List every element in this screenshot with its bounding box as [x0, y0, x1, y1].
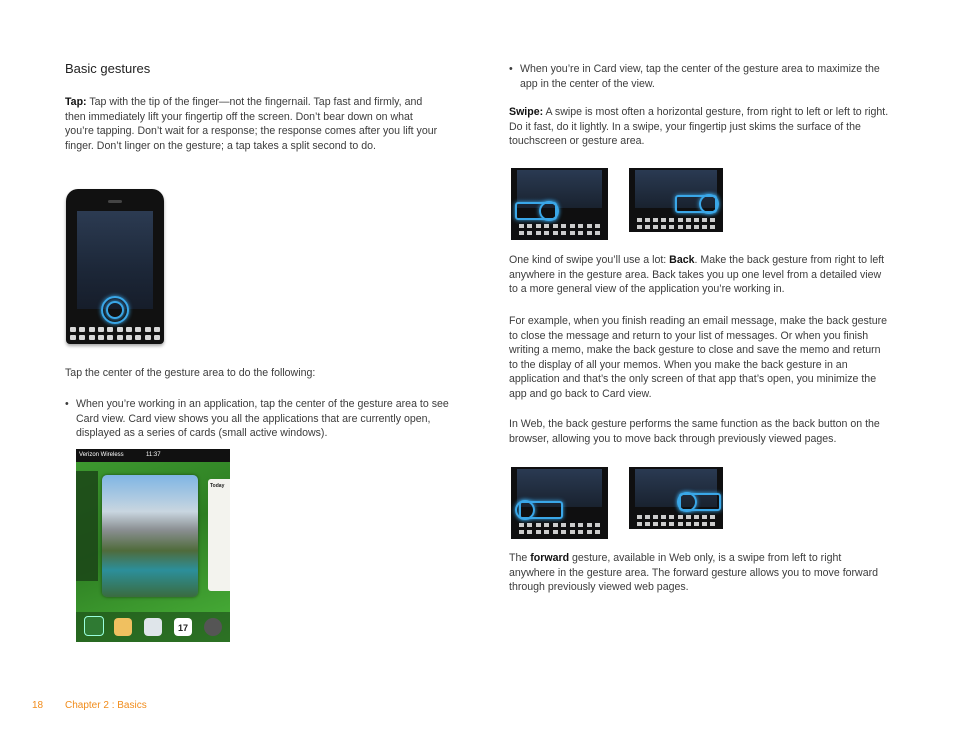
back-paragraph — [509, 253, 889, 297]
contacts-app-icon — [114, 618, 132, 636]
fwd-pre: The — [509, 552, 531, 564]
thumb-keyboard-row2 — [637, 225, 715, 229]
fwd-word: forward — [530, 552, 570, 564]
page-number: 18 — [32, 700, 44, 711]
phone-screen — [77, 211, 153, 309]
tap-paragraph — [65, 95, 440, 153]
tap-label: Tap: — [65, 96, 87, 108]
back-gesture-thumb-1 — [511, 168, 608, 240]
carrier-label: Verizon Wireless — [79, 452, 124, 458]
email-app-icon — [144, 618, 162, 636]
tap-center-text: Tap the center of the gesture area to do the following: — [65, 367, 316, 379]
swipe-text: A swipe is most often a horizontal gesture, from right to left or left to right. Do it fast, do it lightly. In a swipe, your fingertip just skims the surface of the touchscreen or gesture area. — [509, 106, 889, 148]
back-post: . Make the back gesture from right to left anywhere in the gesture area. Back takes you up one level from a detailed view to a more general view of the application you’re working in. — [509, 254, 885, 296]
back-gesture-thumb-2 — [629, 168, 723, 232]
thumb-keyboard-row2 — [519, 530, 600, 534]
calendar-day: 17 — [177, 623, 188, 633]
forward-gesture-thumb-2 — [629, 467, 723, 529]
gesture-ring-icon — [515, 500, 535, 520]
gesture-ring-icon — [699, 194, 719, 214]
swipe-paragraph — [509, 105, 889, 149]
bullet-maximize-text: When you’re in Card view, tap the center of the gesture area to maximize the app in the center of the view. — [520, 63, 880, 90]
gesture-ring-icon — [677, 492, 697, 512]
bullet-maximize — [509, 62, 900, 91]
card-view-screenshot — [76, 449, 230, 642]
tap-text: Tap with the tip of the finger—not the fingernail. Tap fast and firmly, and then immediately lift your fingertip off the screen. Don’t bear down on what you’re tapping. Don’t wait for a response; the response comes after you lift your finger. Don’t linger on the gesture; a tap takes a split second to do. — [65, 96, 438, 152]
phone-keyboard-row2 — [70, 335, 160, 340]
example-paragraph: For example, when you finish reading an email message, make the back gesture to close the message and return to your list of messages. Or when you finish writing a memo, make the back gesture to close and save the memo and return to the display of all your memos. When you make the back gesture in an application and that’s the only screen of that app that’s open, you minimize the app and go back to Card view. — [509, 315, 888, 400]
thumb-keyboard — [519, 224, 600, 228]
thumb-keyboard — [519, 523, 600, 527]
gesture-ring-icon — [539, 201, 559, 221]
bullet-mark: • — [509, 63, 513, 75]
forward-gesture-thumb-1 — [511, 467, 608, 539]
chapter-label: Chapter 2 : Basics — [65, 700, 147, 711]
phone-earpiece — [108, 200, 122, 203]
status-time: 11:37 — [146, 452, 161, 458]
bullet-mark: • — [65, 398, 69, 410]
calendar-app-icon — [174, 618, 192, 636]
center-card-photo — [102, 475, 198, 597]
section-heading: Basic gestures — [65, 61, 151, 76]
bullet-card-view — [65, 397, 454, 441]
swipe-label: Swipe: — [509, 106, 544, 118]
launcher-arrow-icon — [204, 618, 222, 636]
back-pre: One kind of swipe you’ll use a lot: — [509, 254, 670, 266]
back-word: Back — [669, 254, 695, 266]
right-card-tab: Today — [210, 483, 225, 489]
thumb-keyboard-row2 — [637, 522, 715, 526]
thumb-keyboard — [637, 218, 715, 222]
phone-tap-illustration — [66, 189, 164, 344]
fwd-post: gesture, available in Web only, is a swipe from left to right anywhere in the gesture area. The forward gesture allows you to move forward through previously viewed web pages. — [509, 552, 879, 594]
thumb-keyboard-row2 — [519, 231, 600, 235]
thumb-keyboard — [637, 515, 715, 519]
phone-app-icon — [84, 616, 104, 636]
status-bar — [76, 449, 230, 462]
bullet-card-view-text: When you’re working in an application, tap the center of the gesture area to see Card view. Card view shows you all the applications that are currently open, displayed as a series of cards (small active windows). — [76, 398, 449, 440]
left-card — [76, 471, 98, 581]
web-paragraph: In Web, the back gesture performs the same function as the back button on the browser, allowing you to move back through previously viewed pages. — [509, 418, 880, 445]
right-card — [208, 479, 230, 591]
forward-paragraph — [509, 551, 889, 595]
phone-keyboard — [70, 327, 160, 332]
tap-gesture-ring-icon — [101, 296, 129, 324]
